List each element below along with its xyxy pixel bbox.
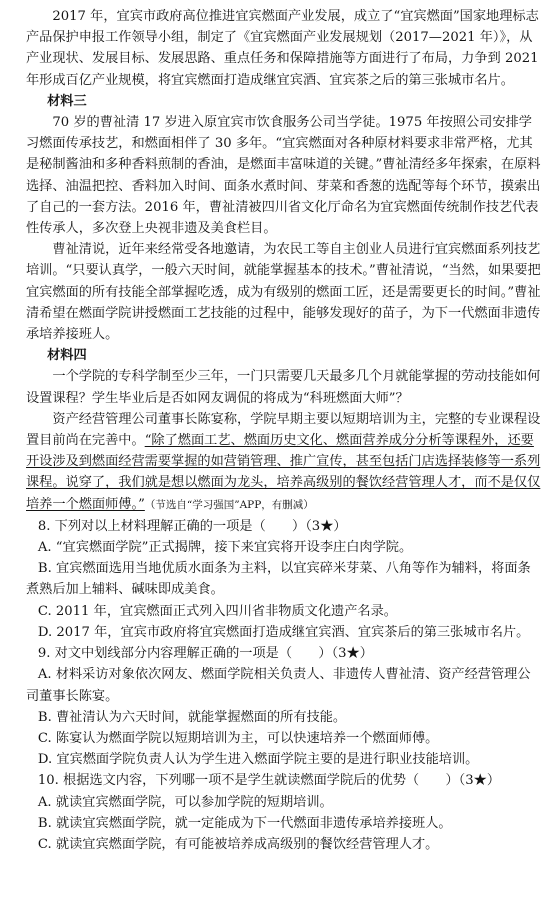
- question-10-option-b: B. 就读宜宾燃面学院，就一定能成为下一代燃面非遗传承培养接班人。: [37, 815, 452, 831]
- material-3-paragraph-2: 曹祉清说，近年来经常受各地邀请，为农民工等自主创业人员进行宜宾燃面系列技艺培训。“只要认真学，一般六天时间，就能掌握基本的技术。”曹祉清说，“当然，如果要把宜宾燃面的所有技能全部掌握吃透，成为有级别的燃面工匠，还是需要更长的时间。”曹祉清希望在燃面学院讲授燃面工艺技能的过程中，能够发现好的苗子，为下一代燃面非遗传承培养接班人。: [26, 242, 541, 343]
- question-8-option-b: B. 宜宾燃面选用当地优质水面条为主料，以宜宾碎米芽菜、八角等作为辅料，将面条煮熟后加上辅料、碱味即成美食。: [26, 561, 531, 598]
- material-4-heading: 材料四: [47, 348, 87, 364]
- material-3-paragraph-1: 70 岁的曹祉清 17 岁进入原宜宾市饮食服务公司当学徒。1975 年按照公司安排学习燃面传承技艺，和燃面相伴了 30 多年。“宜宾燃面对各种原材料要求非常严格，尤其是秘制酱油和多种香料煎制的香油，是燃面丰富味道的关键。”曹祉清经多年探索，在原料选择、油温把控、香料加入时间、面条水煮时间、芽菜和香葱的选配等每个环节，摸索出了自己的一套方法。2016 年，曹祉清被四川省文化厅命名为宜宾燃面传统制作技艺代表性传承人，多次登上央视非遗及美食栏目。: [26, 115, 541, 237]
- material-3-heading: 材料三: [47, 93, 87, 109]
- source-note: （节选自“学习强国”APP，有删减）: [144, 498, 314, 511]
- question-8-option-d: D. 2017 年，宜宾市政府将宜宾燃面打造成继宜宾酒、宜宾茶后的第三张城市名片。: [37, 624, 530, 640]
- question-9-option-c: C. 陈宴认为燃面学院以短期培训为主，可以快速培养一个燃面师傅。: [37, 730, 439, 746]
- underlined-quote: “除了燃面工艺、燃面历史文化、燃面营养成分分析等课程外，还要开设涉及到燃面经营需要掌握的如营销管理、推广宣传，甚至包括门店选择装修等一系列课程。说穿了，我们就是想以燃面为龙头，培养高级别的餐饮经营管理人才，而不是仅仅培养一个燃面师傅。”: [26, 433, 541, 512]
- material-4-paragraph-2: [26, 409, 542, 516]
- question-9-option-b: B. 曹祉清认为六天时间，就能掌握燃面的所有技能。: [37, 709, 347, 725]
- question-8-option-c: C. 2011 年，宜宾燃面正式列入四川省非物质文化遗产名录。: [37, 603, 397, 619]
- question-8: 8. 下列对以上材料理解正确的一项是（ ）（3★）: [37, 518, 347, 534]
- material-4-paragraph-1: 一个学院的专科学制至少三年，一门只需要几天最多几个月就能掌握的劳动技能如何设置课程？学生毕业后是否如网友调侃的将成为“科班燃面大师”？: [26, 369, 541, 406]
- question-9-option-a: A. 材料采访对象依次网友、燃面学院相关负责人、非遗传人曹祉清、资产经营管理公司董事长陈宴。: [26, 667, 531, 704]
- question-10: 10. 根据选文内容，下列哪一项不是学生就读燃面学院后的优势（ ）（3★）: [37, 773, 501, 789]
- material-4-plain-text: 资产经营管理公司董事长陈宴称，学院早期主要以短期培训为主，完整的专业课程设置目前尚在完善中。: [26, 411, 541, 449]
- question-10-option-a: A. 就读宜宾燃面学院，可以参加学院的短期培训。: [37, 794, 333, 810]
- question-8-option-a: A. “宜宾燃面学院”正式揭牌，接下来宜宾将开设李庄白肉学院。: [37, 540, 413, 556]
- intro-paragraph: 2017 年，宜宾市政府高位推进宜宾燃面产业发展，成立了“宜宾燃面”国家地理标志产品保护申报工作领导小组，制定了《宜宾燃面产业发展规划（2017—2021 年）》，从产业现状、发展目标、发展思路、重点任务和保障措施等方面进行了布局，力争到 2021 年形成百亿产业规模，将宜宾燃面打造成继宜宾酒、宜宾茶之后的第三张城市名片。: [26, 9, 539, 88]
- question-9: 9. 对文中划线部分内容理解正确的一项是（ ）（3★）: [37, 646, 373, 662]
- question-10-option-c: C. 就读宜宾燃面学院，有可能被培养成高级别的餐饮经营管理人才。: [37, 836, 439, 852]
- question-9-option-d: D. 宜宾燃面学院负责人认为学生进入燃面学院主要的是进行职业技能培训。: [37, 752, 479, 768]
